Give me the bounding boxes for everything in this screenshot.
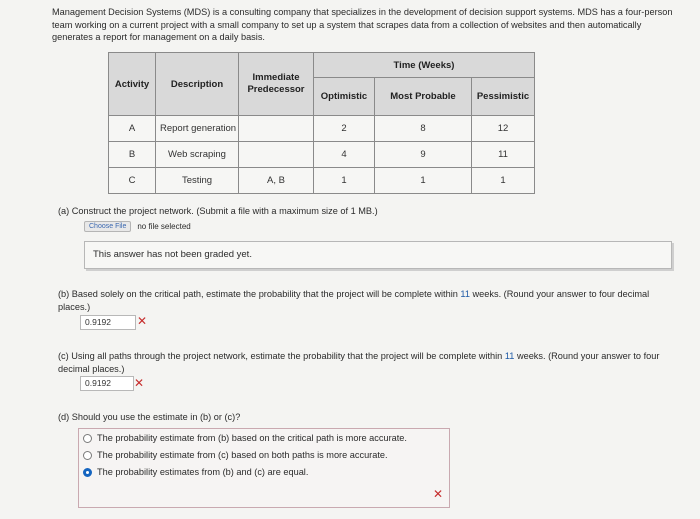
cell-predecessor: A, B bbox=[239, 168, 314, 194]
part-b-prompt-post: weeks. (Round your answer to four decimal places.) bbox=[58, 289, 650, 312]
part-c-prompt bbox=[58, 350, 678, 375]
cell-optimistic: 4 bbox=[314, 142, 375, 168]
part-c-prompt-post: weeks. (Round your answer to four decimal places.) bbox=[58, 351, 660, 374]
table-row bbox=[109, 168, 535, 194]
part-c-answer-input[interactable]: 0.9192 bbox=[80, 376, 134, 391]
part-b-answer-input[interactable]: 0.9192 bbox=[80, 315, 136, 330]
cell-optimistic: 1 bbox=[314, 168, 375, 194]
header-description: Description bbox=[156, 53, 239, 116]
header-activity: Activity bbox=[109, 53, 156, 116]
cell-most-probable: 9 bbox=[375, 142, 472, 168]
header-pessimistic: Pessimistic bbox=[472, 78, 535, 116]
cell-description: Web scraping bbox=[156, 142, 239, 168]
header-optimistic: Optimistic bbox=[314, 78, 375, 116]
choose-file-button[interactable]: Choose File bbox=[84, 221, 131, 232]
table-row bbox=[109, 142, 535, 168]
part-c-prompt-pre: (c) Using all paths through the project network, estimate the probability that the project will be complete within bbox=[58, 351, 505, 361]
cell-optimistic: 2 bbox=[314, 116, 375, 142]
table-row bbox=[109, 116, 535, 142]
option-both-paths[interactable] bbox=[83, 450, 388, 460]
option-critical-path[interactable] bbox=[83, 433, 407, 443]
radio-button[interactable] bbox=[83, 434, 92, 443]
option-label: The probability estimate from (b) based on the critical path is more accurate. bbox=[97, 433, 407, 443]
part-c-weeks: 11 bbox=[504, 351, 515, 361]
part-d-options bbox=[78, 428, 450, 508]
header-most-probable: Most Probable bbox=[375, 78, 472, 116]
problem-intro: Management Decision Systems (MDS) is a consulting company that specializes in the development of decision support systems. MDS has a four-person team working on a current project with a small company to set up a system that scrapes data from a collection of websites and then automatically generates a report for management on a daily basis. bbox=[52, 7, 673, 42]
file-upload-row bbox=[84, 221, 191, 232]
cell-description: Report generation bbox=[156, 116, 239, 142]
activity-table bbox=[108, 52, 535, 194]
cell-activity: C bbox=[109, 168, 156, 194]
wrong-x-icon: ✕ bbox=[134, 376, 145, 390]
cell-description: Testing bbox=[156, 168, 239, 194]
header-predecessor: Immediate Predecessor bbox=[239, 53, 314, 116]
option-label: The probability estimates from (b) and (c) are equal. bbox=[97, 467, 309, 477]
grading-status-text: This answer has not been graded yet. bbox=[93, 249, 252, 260]
part-b-weeks: 11 bbox=[460, 289, 470, 299]
option-equal[interactable] bbox=[83, 467, 308, 477]
radio-button-selected[interactable] bbox=[83, 468, 92, 477]
cell-predecessor bbox=[239, 116, 314, 142]
part-b-prompt-pre: (b) Based solely on the critical path, estimate the probability that the project will be complete within bbox=[58, 289, 461, 299]
header-time-weeks: Time (Weeks) bbox=[314, 53, 535, 78]
cell-most-probable: 8 bbox=[375, 116, 472, 142]
part-a-prompt: (a) Construct the project network. (Submit a file with a maximum size of 1 MB.) bbox=[58, 206, 378, 216]
cell-pessimistic: 12 bbox=[472, 116, 535, 142]
cell-activity: B bbox=[109, 142, 156, 168]
grading-status-box bbox=[84, 241, 672, 269]
cell-pessimistic: 11 bbox=[472, 142, 535, 168]
radio-button[interactable] bbox=[83, 451, 92, 460]
cell-predecessor bbox=[239, 142, 314, 168]
option-label: The probability estimate from (c) based on both paths is more accurate. bbox=[97, 450, 388, 460]
wrong-x-icon: ✕ bbox=[433, 487, 444, 501]
cell-pessimistic: 1 bbox=[472, 168, 535, 194]
part-b-prompt bbox=[58, 288, 678, 313]
part-d-prompt: (d) Should you use the estimate in (b) or (c)? bbox=[58, 412, 241, 422]
file-status-text: no file selected bbox=[137, 222, 191, 231]
cell-most-probable: 1 bbox=[375, 168, 472, 194]
cell-activity: A bbox=[109, 116, 156, 142]
wrong-x-icon: ✕ bbox=[137, 314, 148, 328]
